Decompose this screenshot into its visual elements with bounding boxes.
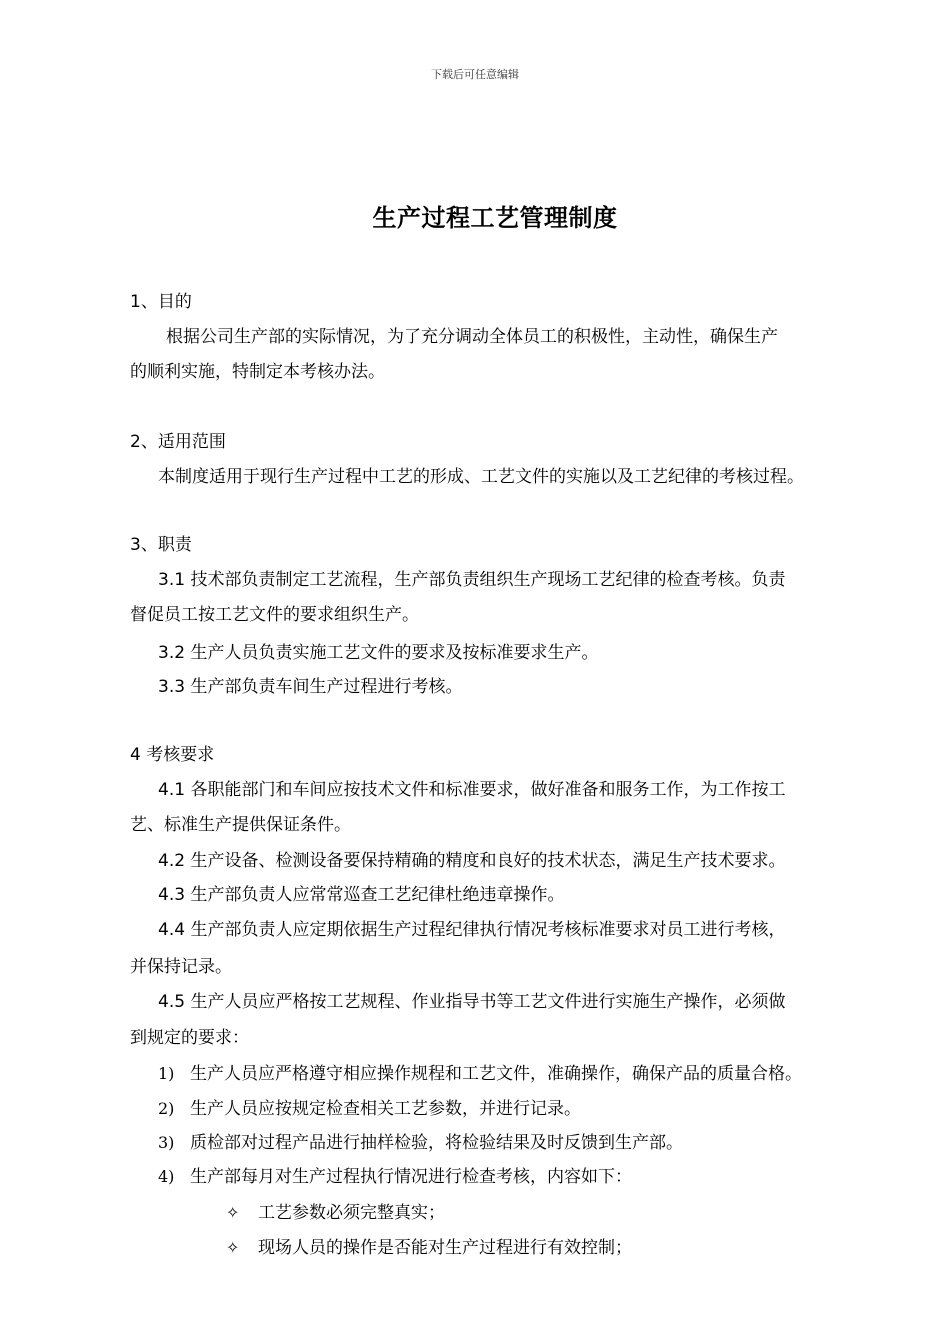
paragraph-line: 3.1 技术部负责制定工艺流程，生产部负责组织生产现场工艺纪律的检查考核。负责 <box>158 570 786 590</box>
paragraph-line: 3.3 生产部负责车间生产过程进行考核。 <box>158 677 463 697</box>
paragraph-line: 4.4 生产部负责人应定期依据生产过程纪律执行情况考核标准要求对员工进行考核， <box>158 920 786 940</box>
list-number: 1) <box>158 1064 175 1083</box>
diamond-bullet-icon: ✧ <box>226 1238 240 1257</box>
section-heading: 3、职责 <box>130 535 192 555</box>
list-item-text: 生产人员应严格遵守相应操作规程和工艺文件，准确操作，确保产品的质量合格。 <box>190 1064 802 1084</box>
paragraph-line: 督促员工按工艺文件的要求组织生产。 <box>130 605 419 625</box>
paragraph-line: 4.1 各职能部门和车间应按技术文件和标准要求，做好准备和服务工作，为工作按工 <box>158 780 786 800</box>
paragraph-line: 3.2 生产人员负责实施工艺文件的要求及按标准要求生产。 <box>158 643 599 663</box>
list-number: 4) <box>158 1167 175 1186</box>
paragraph-line: 4.5 生产人员应严格按工艺规程、作业指导书等工艺文件进行实施生产操作，必须做 <box>158 992 786 1012</box>
header-note: 下载后可任意编辑 <box>431 68 519 81</box>
paragraph-line: 4.2 生产设备、检测设备要保持精确的精度和良好的技术状态，满足生产技术要求。 <box>158 851 786 871</box>
document-title: 生产过程工艺管理制度 <box>372 204 618 232</box>
section-heading: 4 考核要求 <box>130 745 215 765</box>
list-number: 3) <box>158 1133 175 1152</box>
list-number: 2) <box>158 1099 175 1118</box>
paragraph-line: 艺、标准生产提供保证条件。 <box>130 815 351 835</box>
diamond-bullet-icon: ✧ <box>226 1203 240 1222</box>
list-item-text: 质检部对过程产品进行抽样检验，将检验结果及时反馈到生产部。 <box>190 1133 683 1153</box>
paragraph-line: 的顺利实施，特制定本考核办法。 <box>130 362 385 382</box>
bullet-item-text: 现场人员的操作是否能对生产过程进行有效控制； <box>258 1238 632 1258</box>
paragraph-line: 4.3 生产部负责人应常常巡查工艺纪律杜绝违章操作。 <box>158 885 565 905</box>
list-item-text: 生产人员应按规定检查相关工艺参数，并进行记录。 <box>190 1099 581 1119</box>
list-item-text: 生产部每月对生产过程执行情况进行检查考核，内容如下： <box>190 1167 632 1187</box>
section-heading: 1、目的 <box>130 292 192 312</box>
section-heading: 2、适用范围 <box>130 432 226 452</box>
bullet-item-text: 工艺参数必须完整真实； <box>258 1203 445 1223</box>
paragraph-line: 并保持记录。 <box>130 957 232 977</box>
paragraph-line: 本制度适用于现行生产过程中工艺的形成、工艺文件的实施以及工艺纪律的考核过程。 <box>158 467 804 487</box>
paragraph-line: 到规定的要求： <box>130 1028 249 1048</box>
paragraph-line: 根据公司生产部的实际情况，为了充分调动全体员工的积极性，主动性，确保生产 <box>166 327 778 347</box>
